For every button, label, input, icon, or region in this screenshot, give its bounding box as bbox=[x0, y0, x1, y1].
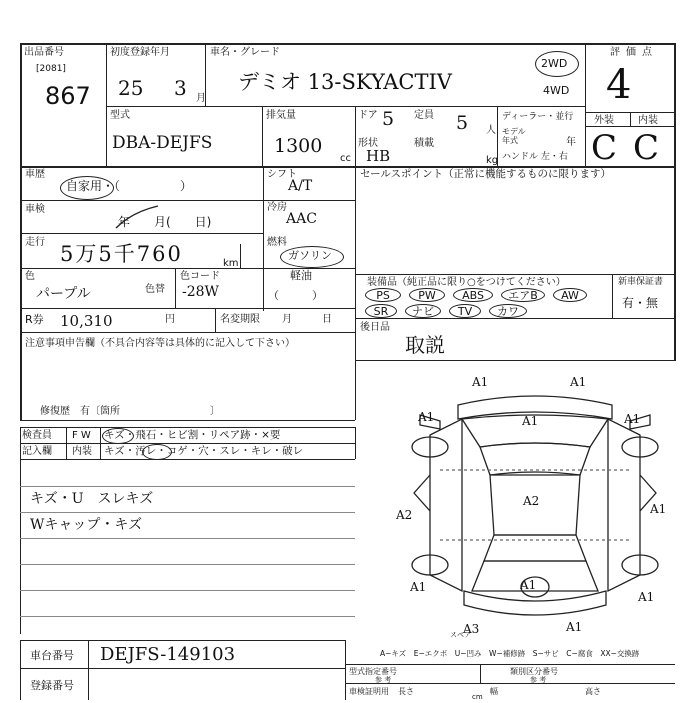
drive-4wd: 4WD bbox=[543, 84, 570, 97]
cm-unit: cm bbox=[472, 693, 483, 701]
inspector-label-1: 検査員 bbox=[22, 430, 52, 441]
first-registration-month: 3 bbox=[174, 76, 187, 100]
history-label: 車歴 bbox=[25, 169, 45, 180]
equipment-item: SR bbox=[365, 304, 397, 318]
capacity-label: 定員 bbox=[414, 110, 434, 121]
score-label: 評価点 bbox=[610, 47, 658, 58]
damage-mark: A1 bbox=[650, 502, 667, 516]
first-registration-year: 25 bbox=[118, 76, 144, 100]
km-unit: km bbox=[223, 258, 239, 269]
damage-legend: A−キズ E−エクボ U−凹み W−補修跡 S−サビ C−腐食 XX−交換跡 bbox=[380, 649, 640, 658]
rear-items-value: 取説 bbox=[405, 333, 445, 357]
vehicle-cert-label: 車検証明用 bbox=[349, 687, 389, 696]
equipment-item: PS bbox=[365, 288, 401, 302]
fuel-label: 燃料 bbox=[267, 237, 287, 248]
model-label: 型式 bbox=[110, 110, 130, 121]
month-unit: 月 bbox=[196, 93, 206, 104]
damage-mark: A1 bbox=[566, 620, 583, 634]
damage-mark: A1 bbox=[570, 375, 587, 389]
equipment-item: ABS bbox=[453, 288, 493, 302]
dirt-circle bbox=[142, 444, 172, 460]
overall-score: 4 bbox=[606, 62, 632, 108]
name-change-value: 月 日 bbox=[282, 314, 332, 325]
shift-value: A/T bbox=[288, 178, 313, 194]
lot-label: 出品番号 bbox=[24, 47, 64, 58]
name-change-label: 名変期限 bbox=[220, 314, 260, 325]
registration-label: 登録番号 bbox=[30, 679, 74, 692]
drive-2wd: 2WD bbox=[541, 57, 568, 70]
damage-mark: A1 bbox=[624, 412, 641, 426]
exterior-label: 外装 bbox=[594, 115, 614, 126]
inspector-note-2: Wキャップ・キズ bbox=[30, 517, 143, 533]
inspector-label-2: 記入欄 bbox=[22, 446, 52, 457]
inspection-label: 車検 bbox=[25, 204, 45, 215]
mileage-label: 走行 bbox=[25, 237, 45, 248]
first-registration-label: 初度登録年月 bbox=[110, 47, 170, 58]
displacement-label: 排気量 bbox=[266, 110, 296, 121]
rear-items-label: 後日品 bbox=[360, 322, 390, 333]
damage-mark: A1 bbox=[472, 375, 489, 389]
damage-mark: A1 bbox=[410, 580, 427, 594]
year-unit: 年 bbox=[566, 137, 576, 148]
inspector-note-1: キズ・U スレキズ bbox=[30, 491, 154, 507]
length-label: 長さ bbox=[398, 687, 414, 696]
equipment-item: TV bbox=[449, 304, 481, 318]
ac-value: AAC bbox=[286, 211, 317, 227]
model-year-label: モデル年式 bbox=[502, 127, 526, 145]
recycle-amount: 10,310 bbox=[60, 312, 113, 330]
interior-grade: C bbox=[633, 128, 660, 168]
height-label: 高さ bbox=[585, 687, 601, 696]
category-ref: 参 考 bbox=[530, 676, 547, 684]
type-designation-ref: 参 考 bbox=[375, 676, 392, 684]
color-value: パープル bbox=[36, 286, 91, 302]
equipment-item: カワ bbox=[489, 304, 527, 318]
damage-mark: A1 bbox=[522, 414, 539, 428]
kg-unit: kg bbox=[486, 155, 499, 166]
doors-value: 5 bbox=[382, 108, 395, 130]
lot-number: 867 bbox=[45, 82, 91, 110]
inspector-row2-text: キズ・汚レ・コゲ・穴・スレ・キレ・破レ bbox=[104, 445, 304, 457]
recycle-label: R券 bbox=[25, 313, 44, 326]
color-code-value: -28W bbox=[182, 284, 219, 300]
equipment-item: AW bbox=[553, 288, 587, 302]
lot-sub-number: [2081] bbox=[36, 64, 66, 74]
width-label: 幅 bbox=[490, 687, 498, 696]
equipment-label: 装備品（純正品に限り○をつけてください） bbox=[367, 277, 566, 288]
fuel-blank: （ ） bbox=[268, 289, 323, 302]
history-value: 自家用・（ ） bbox=[66, 179, 193, 193]
inspector-row2-head: 内装 bbox=[72, 446, 92, 457]
mileage-value: 5万5千760 bbox=[60, 242, 183, 266]
doors-label: ドア bbox=[358, 110, 378, 121]
category-label: 類別区分番号 bbox=[510, 667, 558, 676]
fuel-gasoline: ガソリン bbox=[288, 249, 332, 262]
displacement-value: 1300 bbox=[274, 135, 323, 157]
warranty-label: 新車保証書 bbox=[618, 277, 664, 287]
type-designation-label: 型式指定番号 bbox=[349, 667, 397, 676]
damage-mark: A1 bbox=[520, 578, 537, 592]
shift-label: シフト bbox=[267, 169, 297, 180]
notice-label: 注意事項申告欄（不具合内容等は具体的に記入して下さい） bbox=[25, 338, 295, 349]
color-code-label: 色コード bbox=[180, 271, 220, 282]
ac-label: 冷房 bbox=[267, 202, 287, 213]
inspector-row1-text: キズ・飛石・ヒビ割・リペア跡・×要 bbox=[104, 429, 281, 441]
load-label: 積載 bbox=[414, 138, 434, 149]
color-change-label: 色替 bbox=[145, 284, 165, 295]
dealer-label: ディーラー・並行 bbox=[502, 112, 574, 122]
chassis-number: DEJFS-149103 bbox=[100, 644, 236, 665]
sales-point-label: セールスポイント（正常に機能するものに限ります） bbox=[360, 168, 612, 180]
shape-value: HB bbox=[366, 147, 391, 165]
person-unit: 人 bbox=[486, 125, 496, 136]
scratch-circle bbox=[102, 428, 134, 444]
yen-unit: 円 bbox=[165, 314, 175, 325]
model-code: DBA-DEJFS bbox=[112, 133, 213, 153]
handle-label: ハンドル 左・右 bbox=[502, 152, 568, 162]
fuel-diesel: 軽油 bbox=[290, 269, 312, 282]
damage-mark: A3 bbox=[463, 622, 480, 636]
interior-label: 内装 bbox=[638, 115, 658, 126]
inspection-strike bbox=[112, 202, 162, 232]
color-label: 色 bbox=[25, 271, 35, 282]
inspector-row1-head: F W bbox=[72, 430, 91, 441]
damage-mark: A1 bbox=[418, 410, 435, 424]
car-name-label: 車名・グレード bbox=[210, 47, 280, 58]
spare-label: スペア bbox=[450, 631, 471, 639]
damage-mark: A1 bbox=[638, 590, 655, 604]
capacity-value: 5 bbox=[456, 112, 469, 134]
chassis-label: 車台番号 bbox=[30, 649, 74, 662]
exterior-grade: C bbox=[591, 128, 618, 168]
inspection-value: 年 月( 日) bbox=[118, 215, 212, 229]
warranty-value: 有・無 bbox=[622, 296, 659, 310]
damage-mark: A2 bbox=[396, 508, 413, 522]
shape-label: 形状 bbox=[358, 138, 378, 149]
equipment-item: ナビ bbox=[405, 304, 441, 318]
equipment-item: エアB bbox=[501, 288, 545, 302]
repair-history: 修復歴 有〔箇所 〕 bbox=[40, 406, 220, 417]
car-name-grade: デミオ 13-SKYACTIV bbox=[238, 70, 452, 94]
cc-unit: cc bbox=[340, 153, 351, 164]
damage-mark: A2 bbox=[523, 494, 540, 508]
equipment-item: PW bbox=[409, 288, 445, 302]
